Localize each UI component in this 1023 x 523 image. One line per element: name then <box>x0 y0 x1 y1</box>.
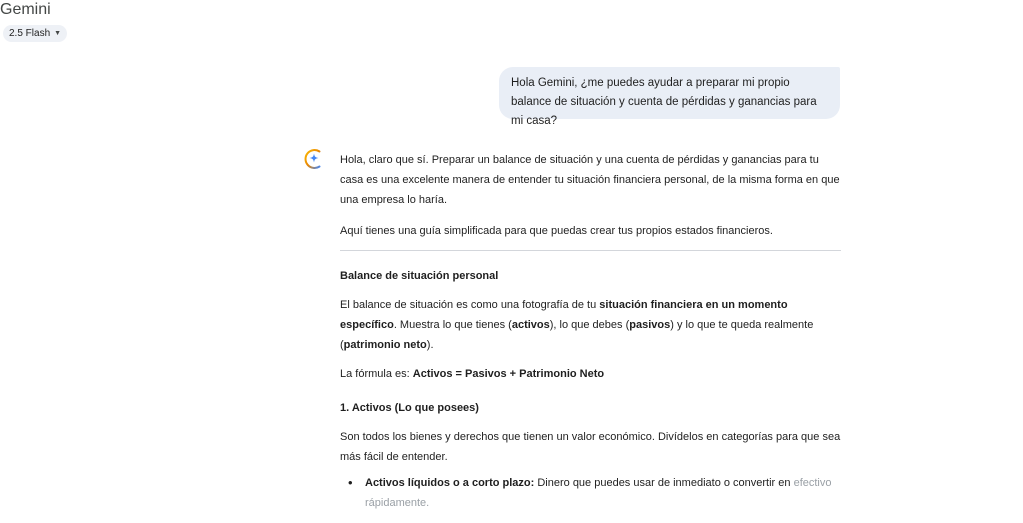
assistant-response <box>340 150 841 513</box>
formula-prefix: La fórmula es: <box>340 368 413 380</box>
app-title: Gemini <box>0 1 51 18</box>
list-item-faded-text: efectivo rápidamente. <box>365 477 832 509</box>
balance-text-5: ). <box>426 339 434 351</box>
user-message-bubble <box>499 67 840 127</box>
response-intro: Hola, claro que sí. Preparar un balance de situación y una cuenta de pérdidas y ganancias para tu casa es una excelente manera de entender tu situación financiera personal, de la misma forma en que una empresa lo haría. <box>340 154 840 206</box>
balance-text-2: . Muestra lo que tienes ( <box>393 319 512 331</box>
balance-paragraph <box>340 295 841 355</box>
caret-down-icon: ▼ <box>54 30 62 37</box>
section-title: Balance de situación personal <box>340 270 499 282</box>
list-item-text: Dinero que puedes usar de inmediato o convertir en <box>534 477 794 489</box>
activos-title: 1. Activos (Lo que posees) <box>340 402 479 414</box>
balance-text-3: ), lo que debes ( <box>549 319 630 331</box>
activos-list <box>340 473 841 513</box>
balance-bold-3: pasivos <box>629 319 671 331</box>
response-guide: Aquí tienes una guía simplificada para que puedas crear tus propios estados financieros. <box>340 225 773 237</box>
model-selector[interactable] <box>3 25 67 42</box>
balance-bold-1: situación financiera en un momento específico <box>340 299 788 331</box>
user-message-text: Hola Gemini, ¿me puedes ayudar a preparar mi propio balance de situación y cuenta de pérdidas y ganancias para mi casa? <box>511 77 817 127</box>
model-label: 2.5 Flash <box>9 28 51 39</box>
activos-paragraph: Son todos los bienes y derechos que tienen un valor económico. Divídelos en categorías para que sea más fácil de entender. <box>340 431 841 463</box>
formula-equation: Activos = Pasivos + Patrimonio Neto <box>412 368 605 380</box>
divider <box>340 250 841 251</box>
list-item <box>340 473 841 513</box>
gemini-sparkle-icon <box>303 148 325 170</box>
balance-text-4: ) y lo que te queda realmente ( <box>340 319 814 351</box>
balance-bold-2: activos <box>511 319 550 331</box>
list-item-bold: Activos líquidos o a corto plazo: <box>365 477 535 489</box>
formula-paragraph <box>340 364 841 384</box>
balance-bold-4: patrimonio neto <box>343 339 427 351</box>
balance-text-1: El balance de situación es como una fotografía de tu <box>340 299 600 311</box>
bullet-icon: • <box>348 475 353 490</box>
